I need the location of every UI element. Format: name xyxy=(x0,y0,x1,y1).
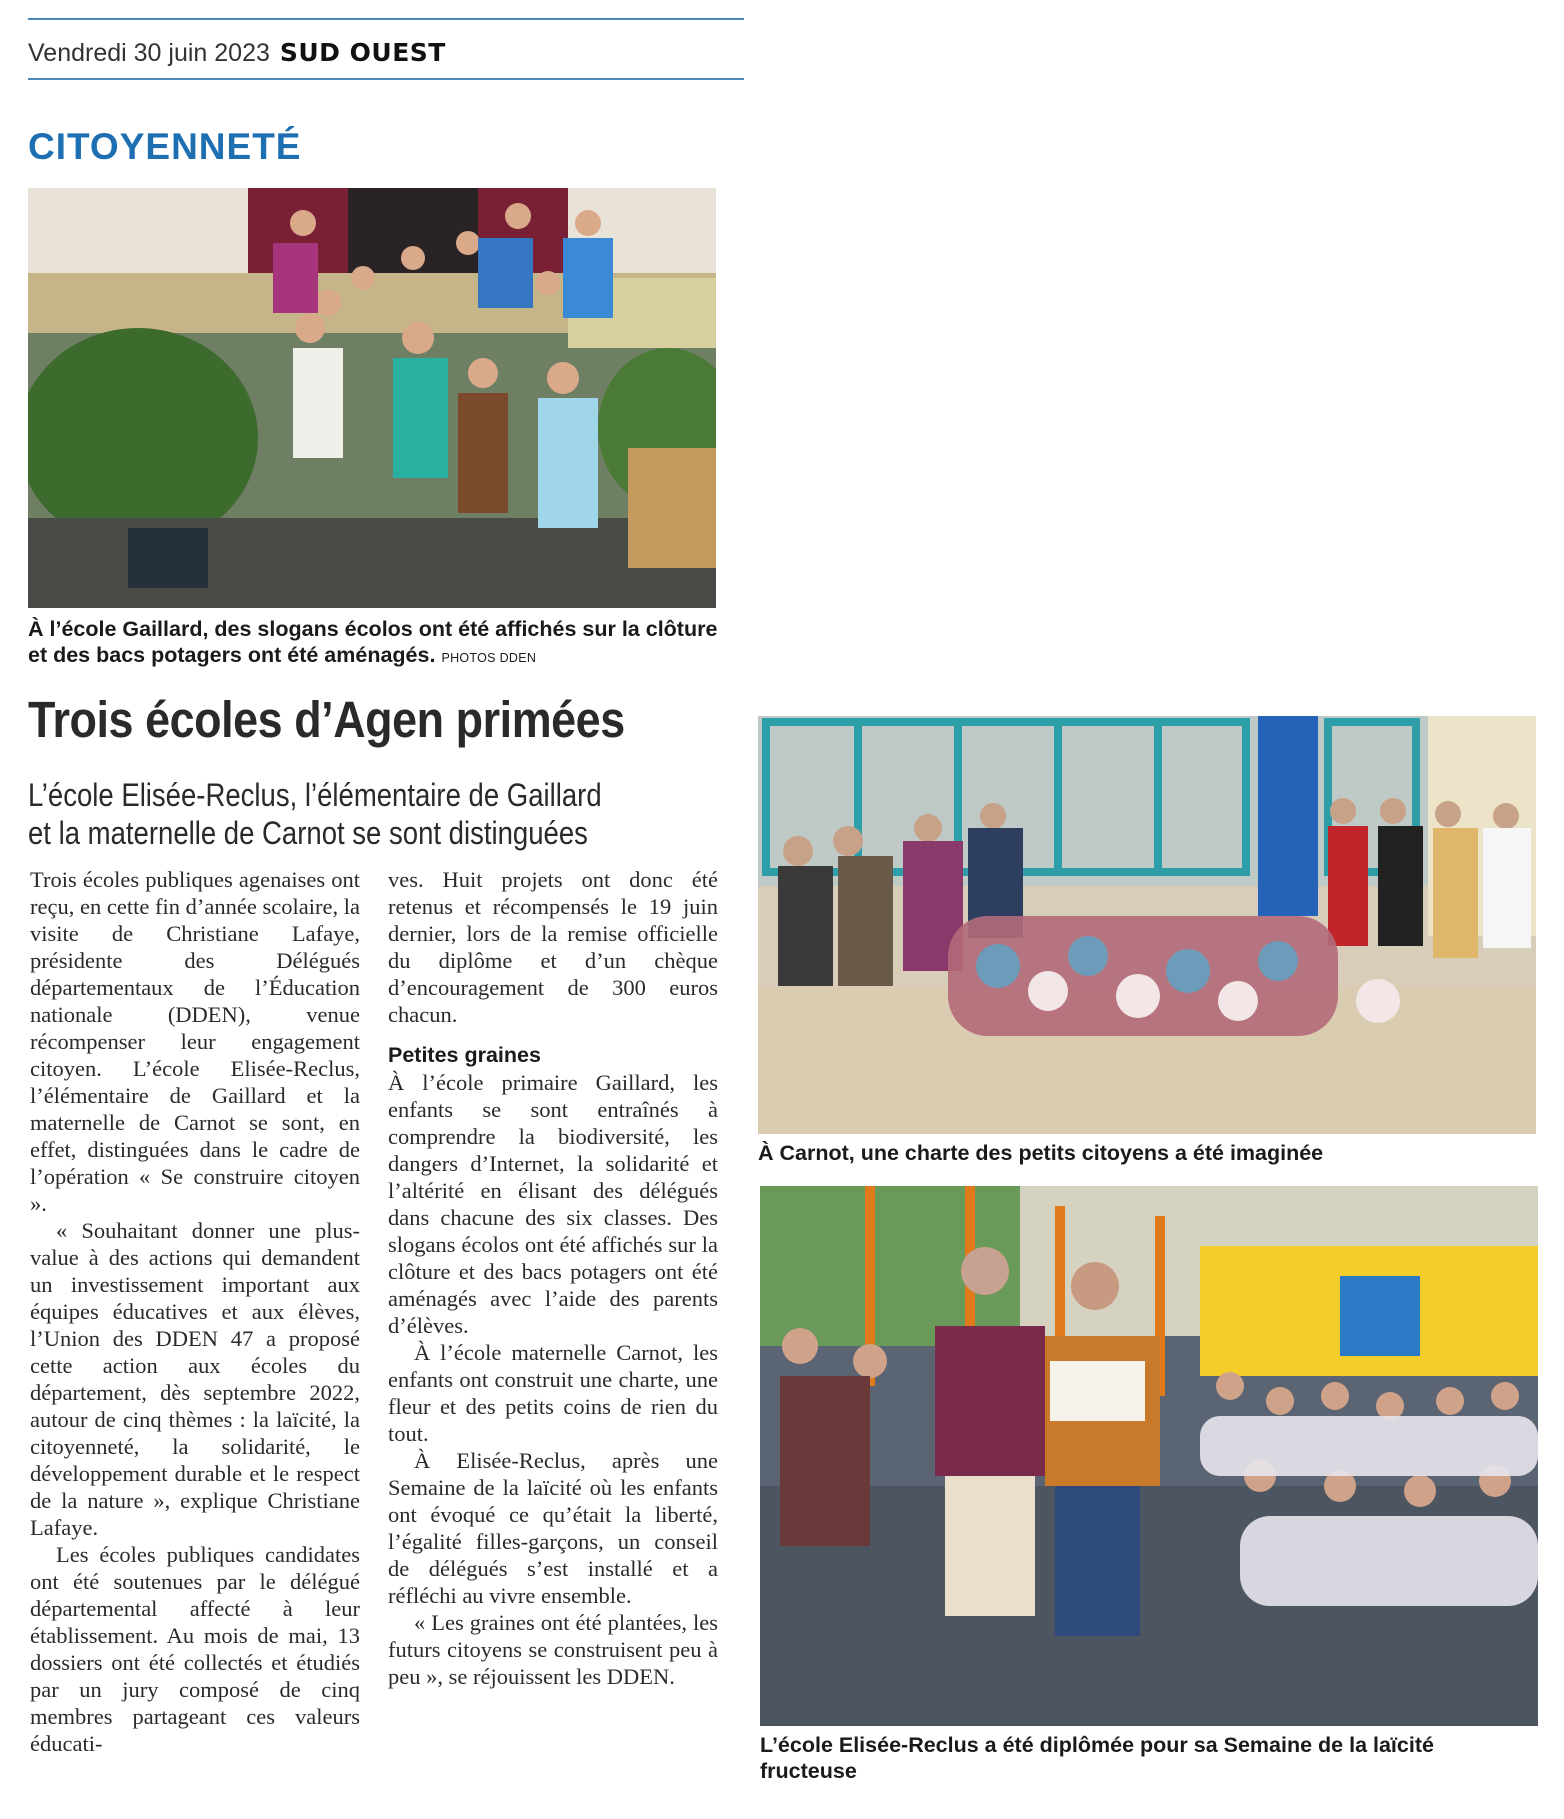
photo-elisee-reclus xyxy=(760,1186,1538,1726)
paragraph: « Souhaitant donner une plus-value à des actions qui demandent un investissement important aux équipes éducatives et aux élèves, l’Union des DDEN 47 a proposé cette action aux écoles du département, dès septembre 2022, autour de cinq thèmes : la laïcité, la citoyenneté, la solidarité, le développement durable et le respect de la nature », explique Christiane Lafaye. xyxy=(30,1218,360,1540)
body-column-2 xyxy=(388,866,718,1690)
paragraph: Trois écoles publiques agenaises ont reçu, en cette fin d’année scolaire, la visite de Christiane Lafaye, présidente des Délégués départementaux de l’Éducation nationale (DDEN), venue récompenser leur engagement citoyen. L’école Elisée-Reclus, l’élémentaire de Gaillard et la maternelle de Carnot se sont, en effet, distinguées dans le cadre de l’opération « Se construire citoyen ». xyxy=(30,867,360,1216)
paragraph: À Elisée-Reclus, après une Semaine de la laïcité où les enfants ont évoqué ce qu’était la liberté, l’égalité filles-garçons, un conseil de délégués s’est installé et a réfléchi au vivre ensemble. xyxy=(388,1448,718,1608)
article-headline: Trois écoles d’Agen primées xyxy=(28,691,625,748)
photo-gaillard-caption xyxy=(28,616,728,671)
photo-carnot xyxy=(758,716,1536,1134)
paragraph: ves. Huit projets ont donc été retenus et récompensés le 19 juin dernier, lors de la remise officielle du diplôme et d’un chèque d’encouragement de 300 euros chacun. xyxy=(388,867,718,1027)
subheading: Petites graines xyxy=(388,1043,541,1067)
paragraph: « Les graines ont été plantées, les futurs citoyens se construisent peu à peu », se réjouissent les DDEN. xyxy=(388,1610,718,1689)
issue-date: Vendredi 30 juin 2023 xyxy=(28,39,270,67)
photo-gaillard xyxy=(28,188,716,608)
photo-credit: PHOTOS DDEN xyxy=(441,651,537,665)
deck-line: L’école Elisée-Reclus, l’élémentaire de Gaillard xyxy=(28,777,602,813)
photo-elisee-caption: L’école Elisée-Reclus a été diplômée pour sa Semaine de la laïcité fructeuse xyxy=(760,1733,1434,1783)
top-rule xyxy=(28,18,744,20)
body-column-1 xyxy=(30,866,360,1757)
article-deck xyxy=(28,776,602,852)
deck-line: et la maternelle de Carnot se sont distinguées xyxy=(28,815,588,851)
caption-text: À l’école Gaillard, des slogans écolos ont été affichés sur la clôture et des bacs potagers ont été aménagés. xyxy=(28,617,718,667)
paragraph: Les écoles publiques candidates ont été soutenues par le délégué départemental affecté à leur établissement. Au mois de mai, 13 dossiers ont été collectés et étudiés par un jury composé de cinq membres partageant ces valeurs éducati- xyxy=(30,1542,360,1756)
section-label: CITOYENNETÉ xyxy=(28,126,302,167)
photo-carnot-caption: À Carnot, une charte des petits citoyens a été imaginée xyxy=(758,1141,1324,1165)
masthead-rule xyxy=(28,78,744,80)
publication-name: SUD OUEST xyxy=(279,38,446,67)
paragraph: À l’école primaire Gaillard, les enfants se sont entraînés à comprendre la biodiversité, les dangers d’Internet, la solidarité et l’altérité en élisant des délégués dans chacune des six classes. Des slogans écolos ont été affichés sur la clôture et des bacs potagers ont été aménagés avec l’aide des parents d’élèves. xyxy=(388,1070,718,1338)
masthead xyxy=(28,38,446,68)
paragraph: À l’école maternelle Carnot, les enfants ont construit une charte, une fleur et des petits coins de rien du tout. xyxy=(388,1340,718,1446)
